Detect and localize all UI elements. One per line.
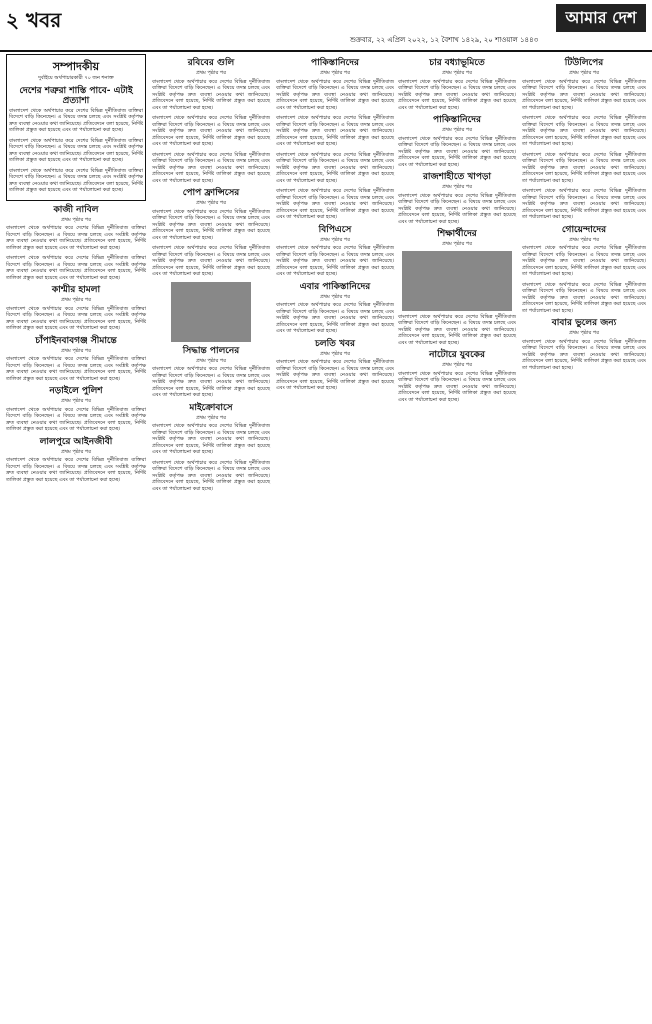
continued-label: প্রথম পৃষ্ঠার পর bbox=[569, 330, 599, 336]
article-text: বাংলাদেশ থেকে অর্থপাচার করে দেশের বিভিন্ন দুর্নীতিবাজ ব্যক্তিরা বিদেশে বাড়ি কিনেছেন। এ বিষয়ে তদন্ত চলছে এবং সংশ্লিষ্ট কর্তৃপক্ষ দ্রুত ব্যবস্থা নেওয়ার কথা জানিয়েছে। প্রতিবেদনে বলা হয়েছে, নির্দিষ্ট তালিকা প্রস্তুত করা হয়েছে এবং তা পর্যালোচনা করা হচ্ছে। bbox=[152, 423, 270, 455]
editorial-label: সম্পাদকীয় bbox=[52, 60, 100, 73]
article-text: বাংলাদেশ থেকে অর্থপাচার করে দেশের বিভিন্ন দুর্নীতিবাজ ব্যক্তিরা বিদেশে বাড়ি কিনেছেন। এ বিষয়ে তদন্ত চলছে এবং সংশ্লিষ্ট কর্তৃপক্ষ দ্রুত ব্যবস্থা নেওয়ার কথা জানিয়েছে। প্রতিবেদনে বলা হয়েছে, নির্দিষ্ট তালিকা প্রস্তুত করা হয়েছে এবং তা পর্যালোচনা করা হচ্ছে। bbox=[152, 78, 270, 111]
headline-shikkhak: শিক্ষার্থীদের bbox=[437, 229, 477, 239]
continued-label: প্রথম পৃষ্ঠার পর bbox=[196, 414, 226, 421]
editorial-headline: দেশের শত্রুরা শাস্তি পাবে- এটাই প্রত্যাশা bbox=[19, 85, 133, 106]
headline-rajshahi: রাজশাহীতে খাপড়া bbox=[422, 172, 492, 182]
article-text: বাংলাদেশ থেকে অর্থপাচার করে দেশের বিভিন্ন দুর্নীতিবাজ ব্যক্তিরা বিদেশে বাড়ি কিনেছেন। এ বিষয়ে তদন্ত চলছে এবং সংশ্লিষ্ট কর্তৃপক্ষ দ্রুত ব্যবস্থা নেওয়ার কথা জানিয়েছে। প্রতিবেদনে বলা হয়েছে, নির্দিষ্ট তালিকা প্রস্তুত করা হয়েছে এবং তা পর্যালোচনা করা হচ্ছে। bbox=[522, 188, 646, 220]
article-text: বাংলাদেশ থেকে অর্থপাচার করে দেশের বিভিন্ন দুর্নীতিবাজ ব্যক্তিরা বিদেশে বাড়ি কিনেছেন। এ বিষয়ে তদন্ত চলছে এবং সংশ্লিষ্ট কর্তৃপক্ষ দ্রুত ব্যবস্থা নেওয়ার কথা জানিয়েছে। প্রতিবেদনে বলা হয়েছে, নির্দিষ্ট তালিকা প্রস্তুত করা হয়েছে এবং তা পর্যালোচনা করা হচ্ছে। bbox=[276, 115, 394, 147]
portrait-photo bbox=[171, 282, 251, 342]
article-text: বাংলাদেশ থেকে অর্থপাচার করে দেশের বিভিন্ন দুর্নীতিবাজ ব্যক্তিরা বিদেশে বাড়ি কিনেছেন। এ বিষয়ে তদন্ত চলছে এবং সংশ্লিষ্ট কর্তৃপক্ষ দ্রুত ব্যবস্থা নেওয়ার কথা জানিয়েছে। প্রতিবেদনে বলা হয়েছে, নির্দিষ্ট তালিকা প্রস্তুত করা হয়েছে এবং তা পর্যালোচনা করা হচ্ছে। bbox=[9, 137, 143, 163]
article-text: বাংলাদেশ থেকে অর্থপাচার করে দেশের বিভিন্ন দুর্নীতিবাজ ব্যক্তিরা বিদেশে বাড়ি কিনেছেন। এ বিষয়ে তদন্ত চলছে এবং সংশ্লিষ্ট কর্তৃপক্ষ দ্রুত ব্যবস্থা নেওয়ার কথা জানিয়েছে। প্রতিবেদনে বলা হয়েছে, নির্দিষ্ট তালিকা প্রস্তুত করা হয়েছে এবং তা পর্যালোচনা করা হচ্ছে। bbox=[6, 457, 146, 483]
article-text: বাংলাদেশ থেকে অর্থপাচার করে দেশের বিভিন্ন দুর্নীতিবাজ ব্যক্তিরা বিদেশে বাড়ি কিনেছেন। এ বিষয়ে তদন্ত চলছে এবং সংশ্লিষ্ট কর্তৃপক্ষ দ্রুত ব্যবস্থা নেওয়ার কথা জানিয়েছে। প্রতিবেদনে বলা হয়েছে, নির্দিষ্ট তালিকা প্রস্তুত করা হয়েছে এবং তা পর্যালোচনা করা হচ্ছে। bbox=[6, 305, 146, 331]
article-text: বাংলাদেশ থেকে অর্থপাচার করে দেশের বিভিন্ন দুর্নীতিবাজ ব্যক্তিরা বিদেশে বাড়ি কিনেছেন। এ বিষয়ে তদন্ত চলছে এবং সংশ্লিষ্ট কর্তৃপক্ষ দ্রুত ব্যবস্থা নেওয়ার কথা জানিয়েছে। প্রতিবেদনে বলা হয়েছে, নির্দিষ্ট তালিকা প্রস্তুত করা হয়েছে এবং তা পর্যালোচনা করা হচ্ছে। bbox=[398, 313, 516, 346]
masthead bbox=[0, 0, 652, 52]
page-number: ২ খবর bbox=[6, 8, 62, 32]
continued-label: প্রথম পৃষ্ঠার পর bbox=[569, 236, 599, 243]
continued-label: প্রথম পৃষ্ঠার পর bbox=[61, 216, 91, 223]
continued-label: প্রথম পৃষ্ঠার পর bbox=[442, 362, 472, 368]
continued-label: প্রথম পৃষ্ঠার পর bbox=[442, 70, 472, 76]
headline-baba: বাবার ভুলের জন্য bbox=[551, 318, 617, 328]
article-text: বাংলাদেশ থেকে অর্থপাচার করে দেশের বিভিন্ন দুর্নীতিবাজ ব্যক্তিরা বিদেশে বাড়ি কিনেছেন। এ বিষয়ে তদন্ত চলছে এবং সংশ্লিষ্ট কর্তৃপক্ষ দ্রুত ব্যবস্থা নেওয়ার কথা জানিয়েছে। প্রতিবেদনে বলা হয়েছে, নির্দিষ্ট তালিকা প্রস্তুত করা হয়েছে এবং তা পর্যালোচনা করা হচ্ছে। bbox=[522, 338, 646, 371]
continued-label: প্রথম পৃষ্ঠার পর bbox=[61, 398, 91, 404]
continued-label: প্রথম পৃষ্ঠার পর bbox=[320, 293, 350, 300]
article-text: বাংলাদেশ থেকে অর্থপাচার করে দেশের বিভিন্ন দুর্নীতিবাজ ব্যক্তিরা বিদেশে বাড়ি কিনেছেন। এ বিষয়ে তদন্ত চলছে এবং সংশ্লিষ্ট কর্তৃপক্ষ দ্রুত ব্যবস্থা নেওয়ার কথা জানিয়েছে। প্রতিবেদনে বলা হয়েছে, নির্দিষ্ট তালিকা প্রস্তুত করা হয়েছে এবং তা পর্যালোচনা করা হচ্ছে। bbox=[152, 115, 270, 147]
continued-label: প্রথম পৃষ্ঠার পর bbox=[196, 357, 226, 364]
continued-label: প্রথম পৃষ্ঠার পর bbox=[320, 236, 350, 243]
headline-pope: পোপ ফ্রান্সিসের bbox=[182, 188, 240, 198]
column-1 bbox=[6, 54, 146, 487]
headline-mahfuz: মাইক্রোবাসে bbox=[189, 402, 233, 413]
column-5 bbox=[522, 54, 646, 375]
article-text: বাংলাদেশ থেকে অর্থপাচার করে দেশের বিভিন্ন দুর্নীতিবাজ ব্যক্তিরা বিদেশে বাড়ি কিনেছেন। এ বিষয়ে তদন্ত চলছে এবং সংশ্লিষ্ট কর্তৃপক্ষ দ্রুত ব্যবস্থা নেওয়ার কথা জানিয়েছে। প্রতিবেদনে বলা হয়েছে, নির্দিষ্ট তালিকা প্রস্তুত করা হয়েছে এবং তা পর্যালোচনা করা হচ্ছে। bbox=[152, 208, 270, 241]
headline-titir: টিউলিপের bbox=[564, 58, 604, 68]
continued-label: প্রথম পৃষ্ঠার পর bbox=[196, 70, 226, 76]
article-text: বাংলাদেশ থেকে অর্থপাচার করে দেশের বিভিন্ন দুর্নীতিবাজ ব্যক্তিরা বিদেশে বাড়ি কিনেছেন। এ বিষয়ে তদন্ত চলছে এবং সংশ্লিষ্ট কর্তৃপক্ষ দ্রুত ব্যবস্থা নেওয়ার কথা জানিয়েছে। প্রতিবেদনে বলা হয়েছে, নির্দিষ্ট তালিকা প্রস্তুত করা হয়েছে এবং তা পর্যালোচনা করা হচ্ছে। bbox=[398, 78, 516, 111]
editorial-kicker: দুর্বাইয়ে অর্থপাচারকারী ৭০ জন শনাক্ত bbox=[38, 75, 114, 81]
headline-ebar: এবার পাকিস্তানিদের bbox=[299, 281, 371, 292]
headline-lalpur: লালপুরে আইনজীবী bbox=[39, 436, 113, 447]
article-text: বাংলাদেশ থেকে অর্থপাচার করে দেশের বিভিন্ন দুর্নীতিবাজ ব্যক্তিরা বিদেশে বাড়ি কিনেছেন। এ বিষয়ে তদন্ত চলছে এবং সংশ্লিষ্ট কর্তৃপক্ষ দ্রুত ব্যবস্থা নেওয়ার কথা জানিয়েছে। প্রতিবেদনে বলা হয়েছে, নির্দিষ্ট তালিকা প্রস্তুত করা হয়েছে এবং তা পর্যালোচনা করা হচ্ছে। bbox=[6, 406, 146, 432]
editorial-box bbox=[6, 54, 146, 201]
continued-label: প্রথম পৃষ্ঠার পর bbox=[442, 127, 472, 133]
headline-rabbit: রবিবের গুলি bbox=[187, 58, 235, 68]
headline-chor: চার বধ্যাভূমিতে bbox=[429, 58, 485, 68]
article-text: বাংলাদেশ থেকে অর্থপাচার করে দেশের বিভিন্ন দুর্নীতিবাজ ব্যক্তিরা বিদেশে বাড়ি কিনেছেন। এ বিষয়ে তদন্ত চলছে এবং সংশ্লিষ্ট কর্তৃপক্ষ দ্রুত ব্যবস্থা নেওয়ার কথা জানিয়েছে। প্রতিবেদনে বলা হয়েছে, নির্দিষ্ট তালিকা প্রস্তুত করা হয়েছে এবং তা পর্যালোচনা করা হচ্ছে। bbox=[276, 245, 394, 277]
article-text: বাংলাদেশ থেকে অর্থপাচার করে দেশের বিভিন্ন দুর্নীতিবাজ ব্যক্তিরা বিদেশে বাড়ি কিনেছেন। এ বিষয়ে তদন্ত চলছে এবং সংশ্লিষ্ট কর্তৃপক্ষ দ্রুত ব্যবস্থা নেওয়ার কথা জানিয়েছে। প্রতিবেদনে বলা হয়েছে, নির্দিষ্ট তালিকা প্রস্তুত করা হয়েছে এবং তা পর্যালোচনা করা হচ্ছে। bbox=[152, 245, 270, 277]
headline-natore: নাটোরে যুবকের bbox=[429, 350, 485, 360]
article-text: বাংলাদেশ থেকে অর্থপাচার করে দেশের বিভিন্ন দুর্নীতিবাজ ব্যক্তিরা বিদেশে বাড়ি কিনেছেন। এ বিষয়ে তদন্ত চলছে এবং সংশ্লিষ্ট কর্তৃপক্ষ দ্রুত ব্যবস্থা নেওয়ার কথা জানিয়েছে। প্রতিবেদনে বলা হয়েছে, নির্দিষ্ট তালিকা প্রস্তুত করা হয়েছে এবং তা পর্যালোচনা করা হচ্ছে। bbox=[276, 78, 394, 111]
article-text: বাংলাদেশ থেকে অর্থপাচার করে দেশের বিভিন্ন দুর্নীতিবাজ ব্যক্তিরা বিদেশে বাড়ি কিনেছেন। এ বিষয়ে তদন্ত চলছে এবং সংশ্লিষ্ট কর্তৃপক্ষ দ্রুত ব্যবস্থা নেওয়ার কথা জানিয়েছে। প্রতিবেদনে বলা হয়েছে, নির্দিষ্ট তালিকা প্রস্তুত করা হয়েছে এবং তা পর্যালোচনা করা হচ্ছে। bbox=[152, 459, 270, 492]
article-text: বাংলাদেশ থেকে অর্থপাচার করে দেশের বিভিন্ন দুর্নীতিবাজ ব্যক্তিরা বিদেশে বাড়ি কিনেছেন। এ বিষয়ে তদন্ত চলছে এবং সংশ্লিষ্ট কর্তৃপক্ষ দ্রুত ব্যবস্থা নেওয়ার কথা জানিয়েছে। প্রতিবেদনে বলা হয়েছে, নির্দিষ্ট তালিকা প্রস্তুত করা হয়েছে এবং তা পর্যালোচনা করা হচ্ছে। bbox=[522, 151, 646, 184]
article-text: বাংলাদেশ থেকে অর্থপাচার করে দেশের বিভিন্ন দুর্নীতিবাজ ব্যক্তিরা বিদেশে বাড়ি কিনেছেন। এ বিষয়ে তদন্ত চলছে এবং সংশ্লিষ্ট কর্তৃপক্ষ দ্রুত ব্যবস্থা নেওয়ার কথা জানিয়েছে। প্রতিবেদনে বলা হয়েছে, নির্দিষ্ট তালিকা প্রস্তুত করা হয়েছে এবং তা পর্যালোচনা করা হচ্ছে। bbox=[398, 370, 516, 403]
column-2 bbox=[152, 54, 270, 496]
article-text: বাংলাদেশ থেকে অর্থপাচার করে দেশের বিভিন্ন দুর্নীতিবাজ ব্যক্তিরা বিদেশে বাড়ি কিনেছেন। এ বিষয়ে তদন্ত চলছে এবং সংশ্লিষ্ট কর্তৃপক্ষ দ্রুত ব্যবস্থা নেওয়ার কথা জানিয়েছে। প্রতিবেদনে বলা হয়েছে, নির্দিষ্ট তালিকা প্রস্তুত করা হয়েছে এবং তা পর্যালোচনা করা হচ্ছে। bbox=[9, 107, 143, 133]
continued-label: প্রথম পৃষ্ঠার পর bbox=[61, 448, 91, 455]
headline-siddhartha: সিদ্ধান্ত পালনের bbox=[182, 345, 240, 356]
headline-narail: নড়াইলে পুলিশ bbox=[49, 386, 103, 396]
headline-goenda: গোয়েন্দাদের bbox=[561, 224, 607, 235]
headline-chalti: চলতি খবর bbox=[315, 338, 355, 349]
article-text: বাংলাদেশ থেকে অর্থপাচার করে দেশের বিভিন্ন দুর্নীতিবাজ ব্যক্তিরা বিদেশে বাড়ি কিনেছেন। এ বিষয়ে তদন্ত চলছে এবং সংশ্লিষ্ট কর্তৃপক্ষ দ্রুত ব্যবস্থা নেওয়ার কথা জানিয়েছে। প্রতিবেদনে বলা হয়েছে, নির্দিষ্ট তালিকা প্রস্তুত করা হয়েছে এবং তা পর্যালোচনা করা হচ্ছে। bbox=[276, 188, 394, 220]
headline-bipinagar: বিপিএসে bbox=[318, 224, 352, 235]
continued-label: প্রথম পৃষ্ঠার পর bbox=[61, 347, 91, 354]
continued-label: প্রথম পৃষ্ঠার পর bbox=[442, 184, 472, 190]
continued-label: প্রথম পৃষ্ঠার পর bbox=[196, 200, 226, 206]
article-text: বাংলাদেশ থেকে অর্থপাচার করে দেশের বিভিন্ন দুর্নীতিবাজ ব্যক্তিরা বিদেশে বাড়ি কিনেছেন। এ বিষয়ে তদন্ত চলছে এবং সংশ্লিষ্ট কর্তৃপক্ষ দ্রুত ব্যবস্থা নেওয়ার কথা জানিয়েছে। প্রতিবেদনে বলা হয়েছে, নির্দিষ্ট তালিকা প্রস্তুত করা হয়েছে এবং তা পর্যালোচনা করা হচ্ছে। bbox=[152, 151, 270, 184]
headline-pakistan2: পাকিস্তানিদের bbox=[433, 115, 481, 125]
article-text: বাংলাদেশ থেকে অর্থপাচার করে দেশের বিভিন্ন দুর্নীতিবাজ ব্যক্তিরা বিদেশে বাড়ি কিনেছেন। এ বিষয়ে তদন্ত চলছে এবং সংশ্লিষ্ট কর্তৃপক্ষ দ্রুত ব্যবস্থা নেওয়ার কথা জানিয়েছে। প্রতিবেদনে বলা হয়েছে, নির্দিষ্ট তালিকা প্রস্তুত করা হয়েছে এবং তা পর্যালোচনা করা হচ্ছে। bbox=[398, 192, 516, 225]
column-4 bbox=[398, 54, 516, 407]
article-text: বাংলাদেশ থেকে অর্থপাচার করে দেশের বিভিন্ন দুর্নীতিবাজ ব্যক্তিরা বিদেশে বাড়ি কিনেছেন। এ বিষয়ে তদন্ত চলছে এবং সংশ্লিষ্ট কর্তৃপক্ষ দ্রুত ব্যবস্থা নেওয়ার কথা জানিয়েছে। প্রতিবেদনে বলা হয়েছে, নির্দিষ্ট তালিকা প্রস্তুত করা হয়েছে এবং তা পর্যালোচনা করা হচ্ছে। bbox=[522, 78, 646, 111]
headline-kazi-nabil: কাজী নাবিল bbox=[53, 204, 99, 215]
date-line: শুক্রবার, ২২ এপ্রিল ২০২২, ১২ বৈশাখ ১৪২৯, ২০ শাওয়াল ১৪৪৩ bbox=[350, 36, 539, 44]
headline-kashmir: কাশ্মীর হামলা bbox=[51, 285, 101, 295]
continued-label: প্রথম পৃষ্ঠার পর bbox=[569, 70, 599, 76]
continued-label: প্রথম পৃষ্ঠার পর bbox=[320, 70, 350, 76]
article-text: বাংলাদেশ থেকে অর্থপাচার করে দেশের বিভিন্ন দুর্নীতিবাজ ব্যক্তিরা বিদেশে বাড়ি কিনেছেন। এ বিষয়ে তদন্ত চলছে এবং সংশ্লিষ্ট কর্তৃপক্ষ দ্রুত ব্যবস্থা নেওয়ার কথা জানিয়েছে। প্রতিবেদনে বলা হয়েছে, নির্দিষ্ট তালিকা প্রস্তুত করা হয়েছে এবং তা পর্যালোচনা করা হচ্ছে। bbox=[9, 167, 143, 193]
article-text: বাংলাদেশ থেকে অর্থপাচার করে দেশের বিভিন্ন দুর্নীতিবাজ ব্যক্তিরা বিদেশে বাড়ি কিনেছেন। এ বিষয়ে তদন্ত চলছে এবং সংশ্লিষ্ট কর্তৃপক্ষ দ্রুত ব্যবস্থা নেওয়ার কথা জানিয়েছে। প্রতিবেদনে বলা হয়েছে, নির্দিষ্ট তালিকা প্রস্তুত করা হয়েছে এবং তা পর্যালোচনা করা হচ্ছে। bbox=[522, 115, 646, 147]
article-text: বাংলাদেশ থেকে অর্থপাচার করে দেশের বিভিন্ন দুর্নীতিবাজ ব্যক্তিরা বিদেশে বাড়ি কিনেছেন। এ বিষয়ে তদন্ত চলছে এবং সংশ্লিষ্ট কর্তৃপক্ষ দ্রুত ব্যবস্থা নেওয়ার কথা জানিয়েছে। প্রতিবেদনে বলা হয়েছে, নির্দিষ্ট তালিকা প্রস্তুত করা হয়েছে এবং তা পর্যালোচনা করা হচ্ছে। bbox=[276, 151, 394, 184]
news-photo bbox=[402, 251, 512, 311]
article-text: বাংলাদেশ থেকে অর্থপাচার করে দেশের বিভিন্ন দুর্নীতিবাজ ব্যক্তিরা বিদেশে বাড়ি কিনেছেন। এ বিষয়ে তদন্ত চলছে এবং সংশ্লিষ্ট কর্তৃপক্ষ দ্রুত ব্যবস্থা নেওয়ার কথা জানিয়েছে। প্রতিবেদনে বলা হয়েছে, নির্দিষ্ট তালিকা প্রস্তুত করা হয়েছে এবং তা পর্যালোচনা করা হচ্ছে। bbox=[276, 302, 394, 334]
continued-label: প্রথম পৃষ্ঠার পর bbox=[61, 297, 91, 303]
article-text: বাংলাদেশ থেকে অর্থপাচার করে দেশের বিভিন্ন দুর্নীতিবাজ ব্যক্তিরা বিদেশে বাড়ি কিনেছেন। এ বিষয়ে তদন্ত চলছে এবং সংশ্লিষ্ট কর্তৃপক্ষ দ্রুত ব্যবস্থা নেওয়ার কথা জানিয়েছে। প্রতিবেদনে বলা হয়েছে, নির্দিষ্ট তালিকা প্রস্তুত করা হয়েছে এবং তা পর্যালোচনা করা হচ্ছে। bbox=[152, 366, 270, 398]
headline-pakistan1: পাকিস্তানিদের bbox=[311, 58, 359, 68]
headline-chapainawabganj: চাঁপাইনবাবগঞ্জ সীমান্তে bbox=[35, 335, 117, 346]
article-text: বাংলাদেশ থেকে অর্থপাচার করে দেশের বিভিন্ন দুর্নীতিবাজ ব্যক্তিরা বিদেশে বাড়ি কিনেছেন। এ বিষয়ে তদন্ত চলছে এবং সংশ্লিষ্ট কর্তৃপক্ষ দ্রুত ব্যবস্থা নেওয়ার কথা জানিয়েছে। প্রতিবেদনে বলা হয়েছে, নির্দিষ্ট তালিকা প্রস্তুত করা হয়েছে এবং তা পর্যালোচনা করা হচ্ছে। bbox=[276, 359, 394, 391]
article-text: বাংলাদেশ থেকে অর্থপাচার করে দেশের বিভিন্ন দুর্নীতিবাজ ব্যক্তিরা বিদেশে বাড়ি কিনেছেন। এ বিষয়ে তদন্ত চলছে এবং সংশ্লিষ্ট কর্তৃপক্ষ দ্রুত ব্যবস্থা নেওয়ার কথা জানিয়েছে। প্রতিবেদনে বলা হয়েছে, নির্দিষ্ট তালিকা প্রস্তুত করা হয়েছে এবং তা পর্যালোচনা করা হচ্ছে। bbox=[6, 356, 146, 382]
article-text: বাংলাদেশ থেকে অর্থপাচার করে দেশের বিভিন্ন দুর্নীতিবাজ ব্যক্তিরা বিদেশে বাড়ি কিনেছেন। এ বিষয়ে তদন্ত চলছে এবং সংশ্লিষ্ট কর্তৃপক্ষ দ্রুত ব্যবস্থা নেওয়ার কথা জানিয়েছে। প্রতিবেদনে বলা হয়েছে, নির্দিষ্ট তালিকা প্রস্তুত করা হয়েছে এবং তা পর্যালোচনা করা হচ্ছে। bbox=[522, 281, 646, 314]
article-text: বাংলাদেশ থেকে অর্থপাচার করে দেশের বিভিন্ন দুর্নীতিবাজ ব্যক্তিরা বিদেশে বাড়ি কিনেছেন। এ বিষয়ে তদন্ত চলছে এবং সংশ্লিষ্ট কর্তৃপক্ষ দ্রুত ব্যবস্থা নেওয়ার কথা জানিয়েছে। প্রতিবেদনে বলা হয়েছে, নির্দিষ্ট তালিকা প্রস্তুত করা হয়েছে এবং তা পর্যালোচনা করা হচ্ছে। bbox=[398, 135, 516, 168]
article-text: বাংলাদেশ থেকে অর্থপাচার করে দেশের বিভিন্ন দুর্নীতিবাজ ব্যক্তিরা বিদেশে বাড়ি কিনেছেন। এ বিষয়ে তদন্ত চলছে এবং সংশ্লিষ্ট কর্তৃপক্ষ দ্রুত ব্যবস্থা নেওয়ার কথা জানিয়েছে। প্রতিবেদনে বলা হয়েছে, নির্দিষ্ট তালিকা প্রস্তুত করা হয়েছে এবং তা পর্যালোচনা করা হচ্ছে। bbox=[6, 225, 146, 251]
column-3 bbox=[276, 54, 394, 396]
article-text: বাংলাদেশ থেকে অর্থপাচার করে দেশের বিভিন্ন দুর্নীতিবাজ ব্যক্তিরা বিদেশে বাড়ি কিনেছেন। এ বিষয়ে তদন্ত চলছে এবং সংশ্লিষ্ট কর্তৃপক্ষ দ্রুত ব্যবস্থা নেওয়ার কথা জানিয়েছে। প্রতিবেদনে বলা হয়েছে, নির্দিষ্ট তালিকা প্রস্তুত করা হয়েছে এবং তা পর্যালোচনা করা হচ্ছে। bbox=[522, 245, 646, 277]
continued-label: প্রথম পৃষ্ঠার পর bbox=[320, 350, 350, 357]
newspaper-logo: আমার দেশ bbox=[556, 4, 646, 32]
article-text: বাংলাদেশ থেকে অর্থপাচার করে দেশের বিভিন্ন দুর্নীতিবাজ ব্যক্তিরা বিদেশে বাড়ি কিনেছেন। এ বিষয়ে তদন্ত চলছে এবং সংশ্লিষ্ট কর্তৃপক্ষ দ্রুত ব্যবস্থা নেওয়ার কথা জানিয়েছে। প্রতিবেদনে বলা হয়েছে, নির্দিষ্ট তালিকা প্রস্তুত করা হয়েছে এবং তা পর্যালোচনা করা হচ্ছে। bbox=[6, 255, 146, 281]
continued-label: প্রথম পৃষ্ঠার পর bbox=[442, 241, 472, 247]
